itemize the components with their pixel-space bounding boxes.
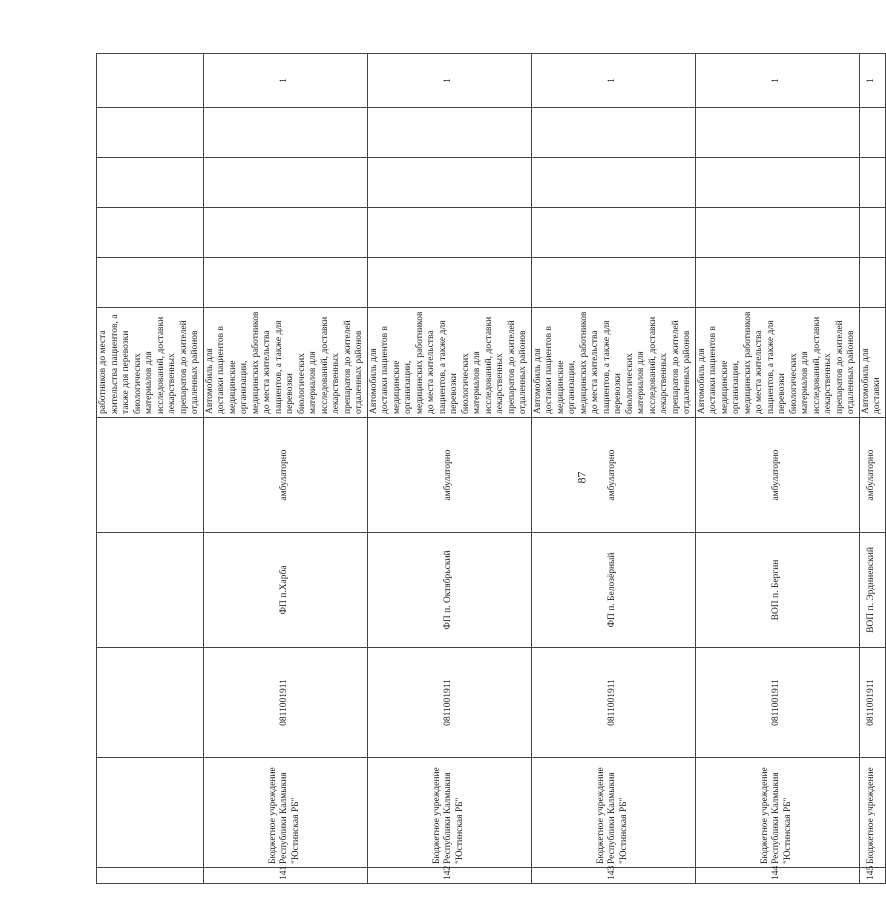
dept-cell: ФП п. Октябрьский xyxy=(367,533,531,648)
empty-cell xyxy=(203,208,367,258)
org-cell: Бюджетное учреждение Республики Калмыкия "Юстинская РБ" xyxy=(531,758,695,868)
description-cell: Автомобиль для доставки пациентов в медицинские организации, медицинских работников до места жительства пациентов, а также для перевозки биологических материалов для исследований, доставки лекарственных препаратов до жителей отдаленных районов xyxy=(203,308,367,418)
code-cell: 0811001911 xyxy=(695,648,859,758)
row-number-cell xyxy=(97,868,204,884)
empty-cell xyxy=(695,258,859,308)
description-cell: Автомобиль для доставки пациентов в медицинские организации, медицинских работников до места жительства пациентов, а также для перевозки биологических материалов для исследований, доставки лекарственных препаратов до жителей отдаленных районов xyxy=(367,308,531,418)
empty-cell xyxy=(695,158,859,208)
empty-cell xyxy=(97,258,204,308)
empty-cell xyxy=(531,158,695,208)
vehicle-table xyxy=(96,53,886,884)
org-cell: Бюджетное учреждение Республики Калмыкия "Юстинская РБ" xyxy=(367,758,531,868)
count-cell: 1 xyxy=(531,54,695,108)
count-cell xyxy=(97,54,204,108)
code-cell: 0811001911 xyxy=(367,648,531,758)
count-cell: 1 xyxy=(695,54,859,108)
dept-cell: ФП п.Харба xyxy=(203,533,367,648)
org-cell xyxy=(97,758,204,868)
description-cell: Автомобиль для доставки xyxy=(859,308,885,418)
empty-cell xyxy=(531,258,695,308)
mode-cell: амбулаторно xyxy=(531,418,695,533)
mode-cell: амбулаторно xyxy=(695,418,859,533)
empty-cell xyxy=(203,158,367,208)
row-number-cell: 141 xyxy=(203,868,367,884)
code-cell: 0811001911 xyxy=(531,648,695,758)
mode-cell: амбулаторно xyxy=(203,418,367,533)
table-row xyxy=(203,54,367,884)
count-cell: 1 xyxy=(859,54,885,108)
dept-cell: ФП п. Белозёрный xyxy=(531,533,695,648)
document-sheet xyxy=(96,64,882,884)
description-cell: работников до места жительства пациентов, а также для перевозки биологических материалов для исследований, доставки лекарственных препаратов до жителей отдаленных районов xyxy=(97,308,204,418)
mode-cell xyxy=(97,418,204,533)
row-number-cell: 144 xyxy=(695,868,859,884)
row-number-cell: 142 xyxy=(367,868,531,884)
dept-cell: ВОП п. Эрдниевский xyxy=(859,533,885,648)
code-cell xyxy=(97,648,204,758)
empty-cell xyxy=(367,158,531,208)
empty-cell xyxy=(203,258,367,308)
table-row xyxy=(531,54,695,884)
count-cell: 1 xyxy=(203,54,367,108)
row-number-cell: 145 xyxy=(859,868,885,884)
table-row xyxy=(695,54,859,884)
empty-cell xyxy=(695,208,859,258)
table-row-prev xyxy=(97,54,204,884)
description-cell: Автомобиль для доставки пациентов в медицинские организации, медицинских работников до места жительства пациентов, а также для перевозки биологических материалов для исследований, доставки лекарственных препаратов до жителей отдаленных районов xyxy=(531,308,695,418)
empty-cell xyxy=(531,108,695,158)
code-cell: 0811001911 xyxy=(203,648,367,758)
mode-cell: амбулаторно xyxy=(367,418,531,533)
empty-cell xyxy=(203,108,367,158)
empty-cell xyxy=(531,208,695,258)
rotated-table-wrapper xyxy=(96,64,882,884)
empty-cell xyxy=(367,208,531,258)
mode-cell: амбулаторно xyxy=(859,418,885,533)
empty-cell xyxy=(97,108,204,158)
org-cell: Бюджетное учреждение Республики Калмыкия "Юстинская РБ" xyxy=(695,758,859,868)
empty-cell xyxy=(859,208,885,258)
row-number-cell: 143 xyxy=(531,868,695,884)
code-cell: 0811001911 xyxy=(859,648,885,758)
org-cell: Бюджетное учреждение Республики Калмыкия "Юстинская РБ" xyxy=(203,758,367,868)
table-row xyxy=(367,54,531,884)
empty-cell xyxy=(97,158,204,208)
empty-cell xyxy=(859,108,885,158)
empty-cell xyxy=(859,258,885,308)
table-row-partial xyxy=(859,54,885,884)
empty-cell xyxy=(367,258,531,308)
description-cell: Автомобиль для доставки пациентов в медицинские организации, медицинских работников до места жительства пациентов, а также для перевозки биологических материалов для исследований, доставки лекарственных препаратов до жителей отдаленных районов xyxy=(695,308,859,418)
empty-cell xyxy=(695,108,859,158)
dept-cell: ВОП п. Бергин xyxy=(695,533,859,648)
page-number: 87 xyxy=(574,471,589,484)
dept-cell xyxy=(97,533,204,648)
empty-cell xyxy=(367,108,531,158)
org-cell: Бюджетное учреждение xyxy=(859,758,885,868)
empty-cell xyxy=(97,208,204,258)
empty-cell xyxy=(859,158,885,208)
count-cell: 1 xyxy=(367,54,531,108)
